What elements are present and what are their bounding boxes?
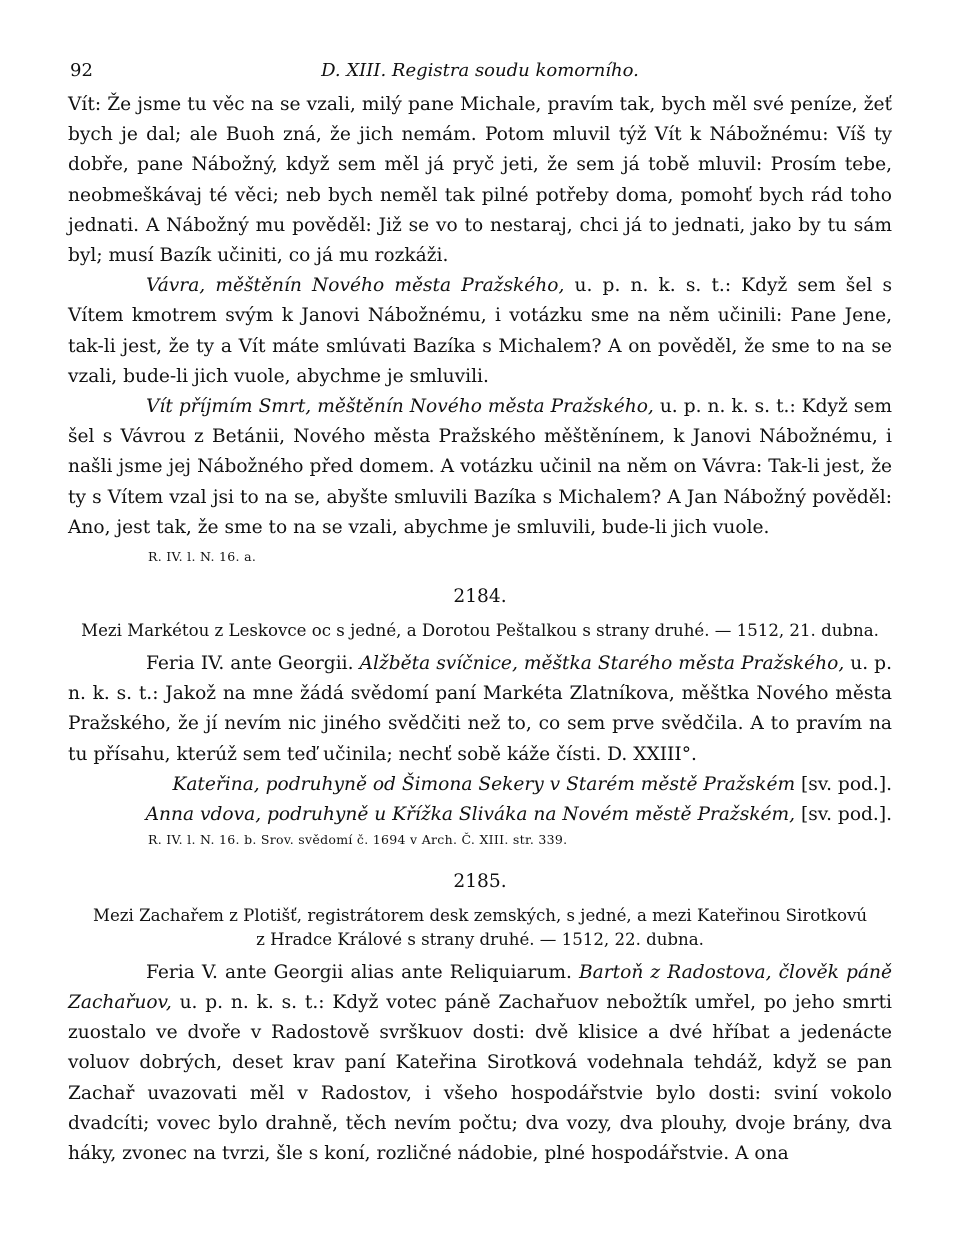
running-head: [68, 60, 892, 90]
page-number: 92: [70, 60, 93, 81]
entry-2183-continuation: [68, 90, 892, 567]
testimony-text: u. p. n. k. s. t.: Když votec páně Zachařuov nebožtík umřel, po jeho smrti zuostalo ve dvoře v Radostově svrškuov dosti: dvě klisice a dvé hříbat a jedenácte voluov dobrých, deset krav paní Kateřina Sirotková vodehnala tehdáž, když se pan Zachař uvazovati měl v Radostov, i všeho hospodářstvie bylo dosti: sviní vokolo dvadcíti; vovec bylo drahně, těch nevím počtu; dva vozy, dva plouhy, dvoje brány, dva háky, zvonec na tvrzi, šle s koní, rozličné nádobie, plné hospodářstvie. A ona: [68, 992, 892, 1165]
witness-testimony: [68, 649, 892, 770]
co-witness: [68, 800, 892, 830]
witness-name: Alžběta svíčnice, měštka Starého města Pražského,: [359, 653, 845, 675]
entry-heading-line-1: Mezi Zachařem z Plotišť, registrátorem desk zemských, s jedné, a mezi Kateřinou Sirotkovú: [92, 905, 868, 925]
entry-2185: [68, 868, 892, 1169]
paragraph: Vít: Že jsme tu věc na se vzali, milý pane Michale, pravím tak, bych měl své peníze, žeť bych je dal; ale Buoh zná, že jich nemám. Potom mluvil týž Vít k Nábožnému: Víš ty dobře, pane Nábožný, když sem měl já pryč jeti, že sem já tobě mluvil: Prosím tebe, neobmeškávaj té věci; neb bych neměl tak pilné potřeby doma, pomohť bych rád toho jednati. A Nábožný mu pověděl: Již se vo to nestaraj, chci já to jednati, jako by tu sám byl; musí Bazík učiniti, co já mu rozkáži.: [68, 94, 892, 267]
witness-name: Bartoň z Radostova, člověk páně Zachařuov,: [68, 961, 892, 1014]
entry-2184: [68, 583, 892, 850]
testimony-text: u. p. n. k. s. t.: Jakož na mne žádá svědomí paní Markéta Zlatníkova, měštka Nového města Pražského, že jí nevím nic jiného svědčiti než to, co sem prve svědčila. A to pravím na tu přísahu, kterúž sem teď učinila; nechť sobě káže čísti. D. XXIII°.: [68, 653, 892, 765]
page: [68, 60, 892, 1169]
date-formula: Feria V. ante Georgii alias ante Reliquiarum.: [146, 961, 580, 983]
entry-heading-line-2: z Hradce Králové s strany druhé. — 1512, 22. dubna.: [256, 929, 704, 949]
testimony-text: u. p. n. k. s. t.: Když sem šel s Vávrou z Betánii, Nového města Pražského měštěnínem, k Janovi Nábožnému, i našli jsme jej Nábožného před domem. A votázku učinil na něm on Vávra: Tak-li jest, že ty s Vítem vzal jsi to na se, abyšte smluvili Bazíka s Michalem? A Jan Nábožný pověděl: Ano, jest tak, že sme to na se vzali, abychme je smluvili, bude-li jich vuole.: [68, 396, 892, 538]
entry-heading: Mezi Markétou z Leskovce oc s jedné, a Dorotou Peštalkou s strany druhé. — 1512, 21. dubna.: [81, 621, 879, 641]
witness-testimony: [68, 271, 892, 392]
witness-name: Anna vdova, podruhyně u Křížka Sliváka na Novém městě Pražském,: [145, 803, 796, 825]
entry-number: 2185.: [453, 870, 507, 892]
witness-testimony: [68, 392, 892, 543]
entry-number: 2184.: [453, 586, 507, 608]
co-witness: [68, 770, 892, 800]
testimony-text: u. p. n. k. s. t.: Když sem šel s Vítem kmotrem svým k Janovi Nábožnému, i votázku sme na něm učinili: Pane Jene, tak-li jest, že ty a Vít máte smlúvati Bazíka s Michalem? A on pověděl, že sme to na se vzali, bude-li jich vuole, abychme je smluvili.: [68, 275, 892, 387]
witness-name: Vávra, měštěnín Nového města Pražského,: [146, 275, 565, 297]
witness-name: Kateřina, podruhyně od Šimona Sekery v Starém městě Pražském: [172, 773, 796, 795]
running-title: D. XIII. Registra soudu komorního.: [321, 60, 639, 81]
witness-note: [sv. pod.].: [795, 773, 892, 795]
source-reference: R. IV. l. N. 16. a.: [148, 549, 257, 565]
witness-testimony: [68, 958, 892, 1169]
witness-note: [sv. pod.].: [795, 803, 892, 825]
date-formula: Feria IV. ante Georgii.: [146, 653, 360, 675]
source-reference: R. IV. l. N. 16. b. Srov. svědomí č. 1694 v Arch. Č. XIII. str. 339.: [148, 831, 568, 847]
witness-name: Vít příjmím Smrt, měštěnín Nového města Pražského,: [146, 396, 654, 418]
